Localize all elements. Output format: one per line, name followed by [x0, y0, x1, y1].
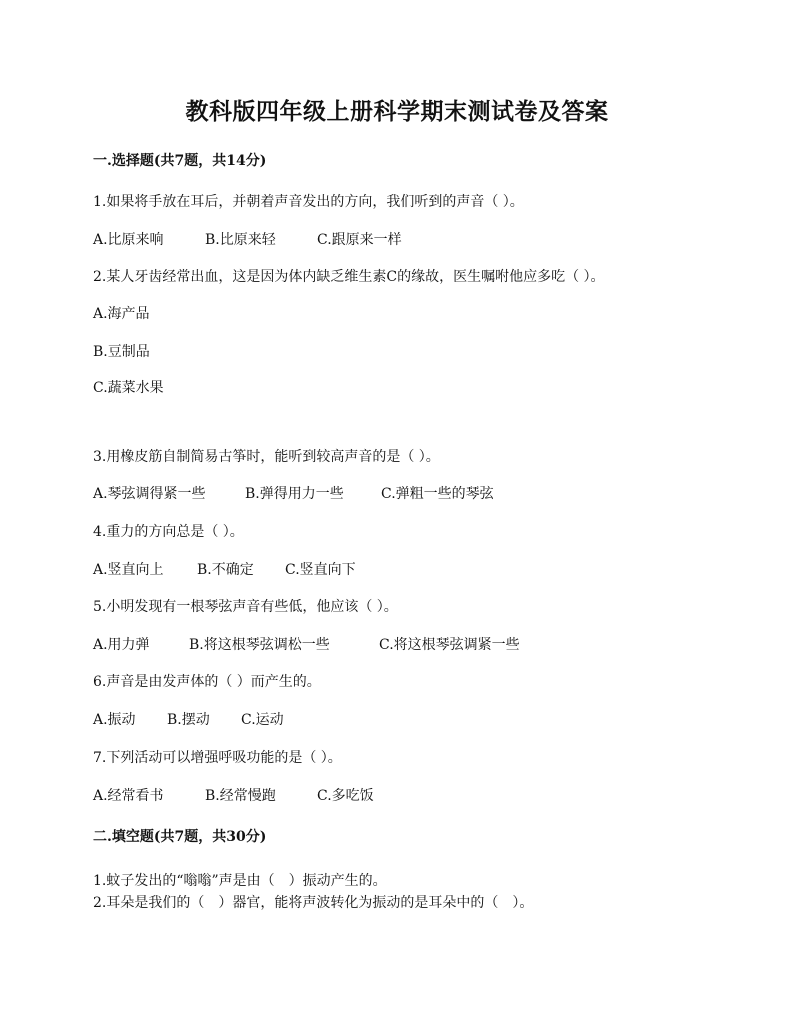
fill-question-2-text: 2.耳朵是我们的（ ）器官，能将声波转化为振动的是耳朵中的（ ）。: [93, 895, 534, 911]
question-2-option-b: B.豆制品: [93, 344, 150, 360]
question-7-options: [93, 785, 374, 805]
option-c: C.竖直向下: [285, 562, 356, 578]
question-5-options: [93, 634, 520, 654]
question-4-options: [93, 559, 356, 579]
page-title: 教科版四年级上册科学期末测试卷及答案: [185, 98, 609, 125]
option-c: C.多吃饭: [317, 788, 374, 804]
question-4-text: 4.重力的方向总是（ ）。: [93, 524, 244, 540]
question-2-option-a: A.海产品: [93, 306, 150, 322]
question-2-option-c: C.蔬菜水果: [93, 380, 164, 396]
option-a: A.经常看书: [93, 788, 164, 804]
question-6-text: 6.声音是由发声体的（ ）而产生的。: [93, 674, 321, 690]
question-6-options: [93, 709, 284, 729]
option-c: C.运动: [241, 712, 284, 728]
section-heading-fill: 二.填空题(共7题，共30分): [93, 829, 267, 845]
option-a: A.琴弦调得紧一些: [93, 486, 206, 502]
option-c: C.跟原来一样: [317, 232, 402, 248]
option-c: C.弹粗一些的琴弦: [381, 486, 494, 502]
question-3-text: 3.用橡皮筋自制简易古筝时，能听到较高声音的是（ ）。: [93, 449, 440, 465]
question-1-text: 1.如果将手放在耳后，并朝着声音发出的方向，我们听到的声音（ ）。: [93, 194, 524, 210]
question-5-text: 5.小明发现有一根琴弦声音有些低，他应该（ ）。: [93, 599, 398, 615]
option-b: B.将这根琴弦调松一些: [189, 637, 330, 653]
option-b: B.弹得用力一些: [245, 486, 344, 502]
question-1-options: [93, 229, 402, 249]
option-b: B.比原来轻: [205, 232, 276, 248]
question-7-text: 7.下列活动可以增强呼吸功能的是（ ）。: [93, 750, 342, 766]
option-a: A.竖直向上: [93, 562, 164, 578]
fill-question-1-text: 1.蚊子发出的“嗡嗡”声是由（ ）振动产生的。: [93, 873, 387, 889]
option-c: C.将这根琴弦调紧一些: [379, 637, 520, 653]
option-a: A.比原来响: [93, 232, 164, 248]
option-b: B.经常慢跑: [205, 788, 276, 804]
question-2-text: 2.某人牙齿经常出血，这是因为体内缺乏维生素C的缘故，医生嘱咐他应多吃（ ）。: [93, 269, 605, 285]
option-a: A.振动: [93, 712, 136, 728]
option-b: B.摆动: [167, 712, 210, 728]
question-3-options: [93, 483, 494, 503]
section-heading-choice: 一.选择题(共7题，共14分): [93, 153, 267, 169]
option-a: A.用力弹: [93, 637, 150, 653]
option-b: B.不确定: [197, 562, 254, 578]
